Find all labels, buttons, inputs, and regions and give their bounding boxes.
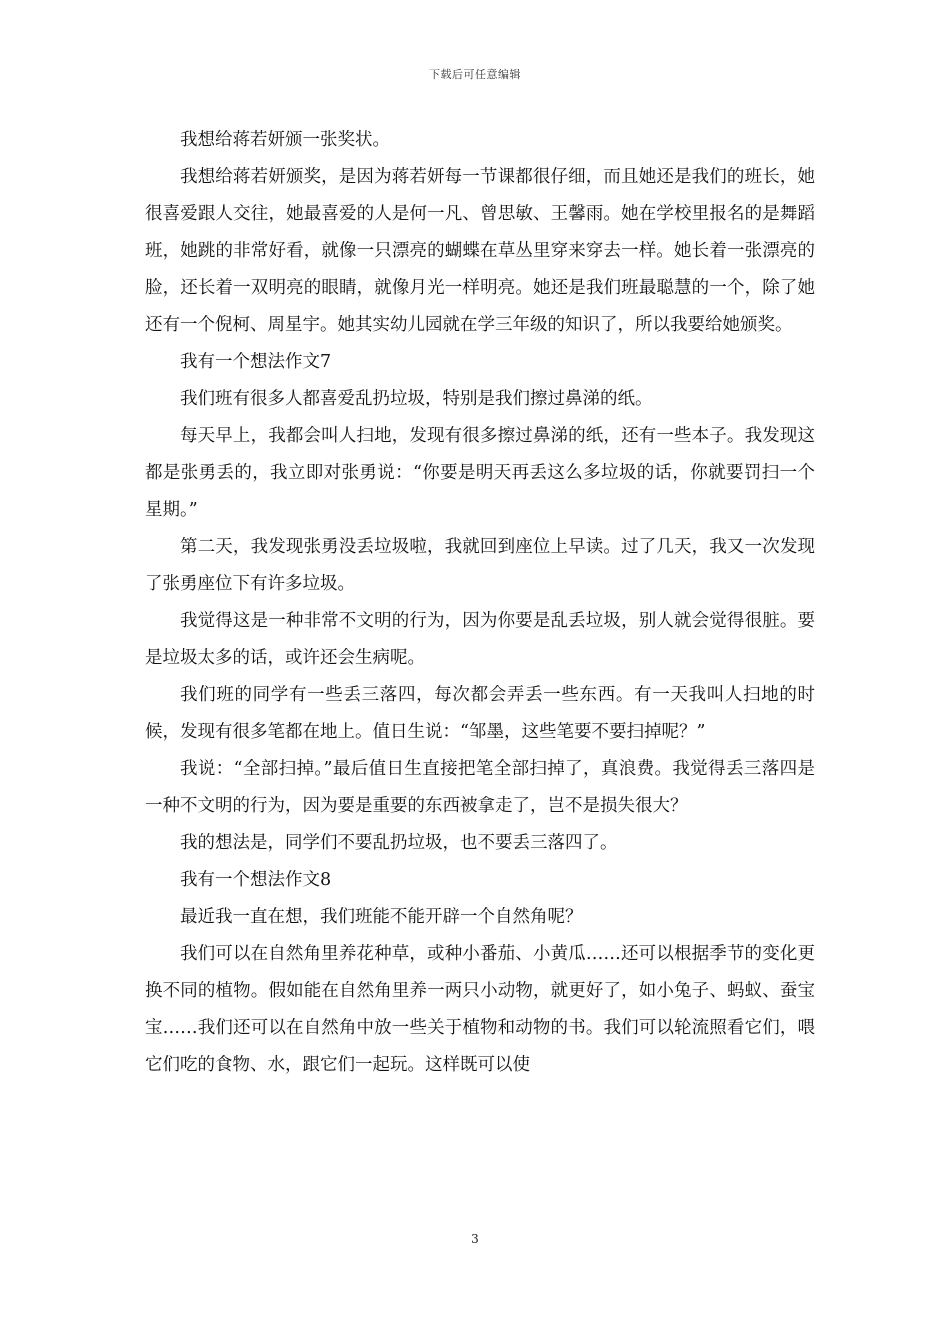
- page-number: 3: [471, 1232, 479, 1246]
- document-body: [145, 122, 815, 1084]
- section-heading: 我有一个想法作文7: [180, 352, 332, 372]
- paragraph: 第二天，我发现张勇没丢垃圾啦，我就回到座位上早读。过了几天，我又一次发现了张勇座位下有许多垃圾。: [145, 537, 815, 594]
- paragraph: 我们班有很多人都喜爱乱扔垃圾，特别是我们擦过鼻涕的纸。: [180, 389, 653, 409]
- paragraph: 我的想法是，同学们不要乱扔垃圾，也不要丢三落四了。: [180, 833, 618, 853]
- paragraph: 最近我一直在想，我们班能不能开辟一个自然角呢？: [180, 907, 583, 927]
- paragraph: 我们可以在自然角里养花种草，或种小番茄、小黄瓜……还可以根据季节的变化更换不同的植物。假如能在自然角里养一两只小动物，就更好了，如小兔子、蚂蚁、蚕宝宝……我们还可以在自然角中放一些关于植物和动物的书。我们可以轮流照看它们，喂它们吃的食物、水，跟它们一起玩。这样既可以使: [145, 944, 815, 1075]
- paragraph: 我们班的同学有一些丢三落四，每次都会弄丢一些东西。有一天我叫人扫地的时候，发现有很多笔都在地上。值日生说：“邹墨，这些笔要不要扫掉呢？”: [145, 685, 815, 742]
- section-heading: 我有一个想法作文8: [180, 870, 332, 890]
- page-header: 下载后可任意编辑: [429, 68, 521, 81]
- paragraph: 我说：“全部扫掉。”最后值日生直接把笔全部扫掉了，真浪费。我觉得丢三落四是一种不文明的行为，因为要是重要的东西被拿走了，岂不是损失很大？: [145, 759, 815, 816]
- paragraph: 我想给蒋若妍颁一张奖状。: [180, 130, 390, 150]
- paragraph: 我想给蒋若妍颁奖，是因为蒋若妍每一节课都很仔细，而且她还是我们的班长，她很喜爱跟人交往，她最喜爱的人是何一凡、曾思敏、王馨雨。她在学校里报名的是舞蹈班，她跳的非常好看，就像一只漂亮的蝴蝶在草丛里穿来穿去一样。她长着一张漂亮的脸，还长着一双明亮的眼睛，就像月光一样明亮。她还是我们班最聪慧的一个，除了她还有一个倪柯、周星宇。她其实幼儿园就在学三年级的知识了，所以我要给她颁奖。: [145, 167, 815, 335]
- paragraph: 每天早上，我都会叫人扫地，发现有很多擦过鼻涕的纸，还有一些本子。我发现这都是张勇丢的，我立即对张勇说：“你要是明天再丢这么多垃圾的话，你就要罚扫一个星期。”: [145, 426, 815, 520]
- paragraph: 我觉得这是一种非常不文明的行为，因为你要是乱丢垃圾，别人就会觉得很脏。要是垃圾太多的话，或许还会生病呢。: [145, 611, 815, 668]
